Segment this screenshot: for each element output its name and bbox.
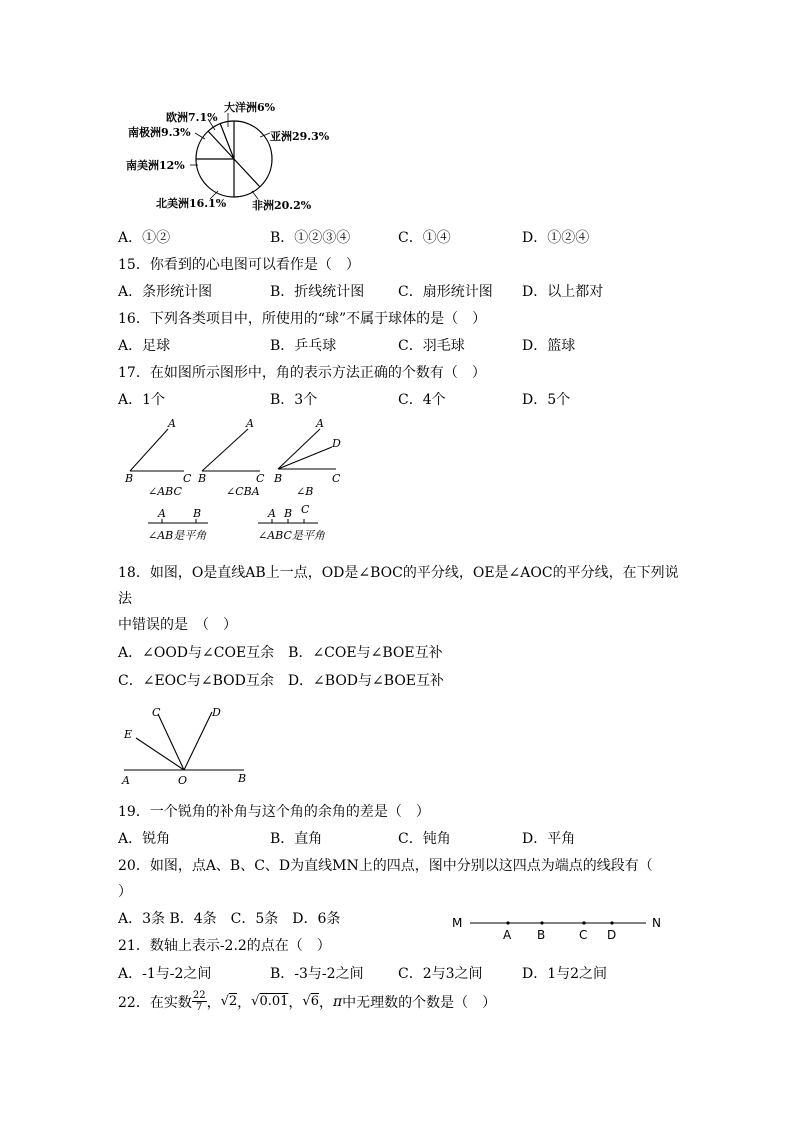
pie-label-oceania: 大洋洲6% — [224, 101, 276, 114]
q14-option-a: A．①② — [118, 230, 171, 246]
q17-stem: 17．在如图所示图形中，角的表示方法正确的个数有（ ） — [118, 365, 486, 381]
point-a — [506, 921, 509, 924]
pi-symbol: π — [332, 993, 343, 1010]
q21-option-d: D．1与2之间 — [522, 966, 608, 982]
q17-caption-4: ∠AB是平角 — [148, 529, 207, 542]
q20-options: A．3条 B．4条 C．5条 D．6条 — [118, 911, 341, 927]
point-label-n: N — [652, 916, 661, 930]
q14-option-c: C．①④ — [398, 230, 451, 246]
q16-option-d: D．篮球 — [522, 338, 576, 354]
point-label-a: A — [246, 417, 254, 430]
q17-option-b: B．3个 — [270, 392, 318, 408]
q20-stem-line1: 20．如图，点A、B、C、D为直线MN上的四点，图中分别以这四点为端点的线段有（ — [118, 858, 653, 874]
q18-stem-line3: 中错误的是 （ ） — [118, 617, 237, 633]
q19-stem: 19．一个锐角的补角与这个角的余角的差是（ ） — [118, 804, 430, 820]
pie-leader-line — [252, 191, 258, 199]
angle-ray — [278, 447, 332, 469]
pie-chart-figure — [110, 95, 350, 215]
point-label-c: C — [332, 472, 341, 485]
point-label-b: B — [193, 507, 202, 520]
q18-stem-line2: 法 — [118, 591, 132, 607]
pie-label-north-america: 北美洲16.1% — [156, 197, 227, 210]
q19-option-d: D．平角 — [522, 831, 576, 847]
angle-ray — [202, 429, 248, 471]
point-d — [610, 921, 613, 924]
q19-option-a: A．锐角 — [118, 831, 171, 847]
point-label-m: M — [452, 916, 463, 930]
q17-option-a: A．1个 — [118, 392, 166, 408]
q16-option-a: A．足球 — [118, 338, 171, 354]
q21-stem: 21．数轴上表示-2.2的点在（ ） — [118, 938, 331, 954]
q17-option-d: D．5个 — [522, 392, 571, 408]
q20-stem-line2: ） — [118, 884, 132, 900]
point-c — [582, 921, 585, 924]
q21-option-c: C．2与3之间 — [398, 966, 483, 982]
radicand: 6 — [310, 994, 319, 1009]
q17-option-c: C．4个 — [398, 392, 446, 408]
point-label-a: A — [168, 417, 176, 430]
separator: ， — [237, 994, 252, 1011]
point-label-b: B — [537, 928, 546, 942]
q18-stem-line1: 18．如图，O是直线AB上一点，OD是∠BOC的平分线，OE是∠AOC的平分线，在下列说 — [118, 565, 679, 581]
sqrt-6: √6 — [302, 994, 319, 1009]
q16-stem: 16．下列各类项目中，所使用的“球”不属于球体的是（ ） — [118, 311, 487, 327]
point-label-c: C — [579, 928, 588, 942]
radicand: 0.01 — [259, 994, 289, 1009]
q17-caption-1: ∠ABC — [148, 485, 182, 498]
q15-option-a: A．条形统计图 — [118, 284, 213, 300]
point-label-d: D — [332, 437, 341, 450]
point-label-c: C — [152, 706, 161, 719]
point-label-a: A — [316, 417, 324, 430]
point-label-c: C — [183, 472, 192, 485]
q17-angle-figure — [118, 415, 358, 550]
radicand: 2 — [228, 994, 238, 1009]
q14-option-b: B．①②③④ — [270, 230, 351, 246]
point-label-b: B — [198, 472, 207, 485]
q22-prefix: 22．在实数 — [118, 994, 192, 1011]
separator: ， — [206, 994, 221, 1011]
point-label-a: A — [158, 507, 166, 520]
pie-label-asia: 亚洲29.3% — [270, 130, 330, 143]
point-label-e: E — [124, 728, 133, 741]
point-label-c: C — [301, 503, 310, 516]
angle-ray — [130, 429, 168, 471]
point-b — [540, 921, 543, 924]
sqrt-0-01: √0.01 — [251, 994, 289, 1009]
q18-options-row2: C．∠EOC与∠BOD互余 D．∠BOD与∠BOE互补 — [118, 673, 445, 689]
q19-option-b: B．直角 — [270, 831, 323, 847]
q19-option-c: C．钝角 — [398, 831, 451, 847]
q16-option-b: B．乒乓球 — [270, 338, 337, 354]
point-label-d: D — [212, 706, 221, 719]
q20-line-mn-figure — [450, 910, 670, 942]
angle-ray — [278, 429, 320, 469]
point-label-a: A — [122, 774, 130, 786]
pie-label-south-america: 南美洲12% — [126, 159, 185, 172]
q17-caption-3: ∠B — [296, 485, 314, 498]
q15-option-c: C．扇形统计图 — [398, 284, 493, 300]
ray-od — [184, 712, 212, 770]
q16-option-c: C．羽毛球 — [398, 338, 465, 354]
q15-option-d: D．以上都对 — [522, 284, 604, 300]
separator: ， — [288, 994, 303, 1011]
point-label-b: B — [274, 472, 283, 485]
point-label-c: C — [256, 472, 265, 485]
q15-option-b: B．折线统计图 — [270, 284, 365, 300]
point-label-a: A — [503, 928, 512, 942]
q15-stem: 15．你看到的心电图可以看作是（ ） — [118, 257, 360, 273]
pie-label-antarctica: 南极洲9.3% — [128, 126, 191, 139]
q14-option-d: D．①②④ — [522, 230, 590, 246]
q18-options-row1: A．∠OOD与∠COE互余 B．∠COE与∠BOE互补 — [118, 645, 443, 661]
q18-bisector-figure — [118, 700, 268, 786]
fraction-22-7 — [192, 990, 207, 1013]
point-label-d: D — [607, 928, 617, 942]
pie-sector-line — [208, 131, 234, 159]
q17-caption-2: ∠CBA — [226, 485, 260, 498]
point-label-b: B — [125, 472, 134, 485]
q22-suffix: 中无理数的个数是（ ） — [342, 994, 497, 1011]
q21-option-a: A．-1与-2之间 — [118, 966, 212, 982]
q22-stem — [118, 990, 496, 1013]
q17-caption-5: ∠ABC是平角 — [258, 529, 325, 542]
pie-sector-line — [234, 159, 260, 187]
pie-label-europe: 欧洲7.1% — [166, 111, 218, 124]
pie-label-africa: 非洲20.2% — [252, 199, 312, 212]
point-label-b: B — [238, 772, 247, 785]
point-label-b: B — [284, 507, 293, 520]
pie-sector-line — [220, 123, 234, 159]
fraction-denominator: 7 — [196, 1002, 203, 1013]
point-label-a: A — [268, 507, 276, 520]
separator: ， — [318, 994, 333, 1011]
fraction-numerator: 22 — [192, 990, 206, 1001]
sqrt-2: √2 — [220, 994, 238, 1009]
point-label-o: O — [178, 774, 188, 786]
q21-option-b: B．-3与-2之间 — [270, 966, 364, 982]
